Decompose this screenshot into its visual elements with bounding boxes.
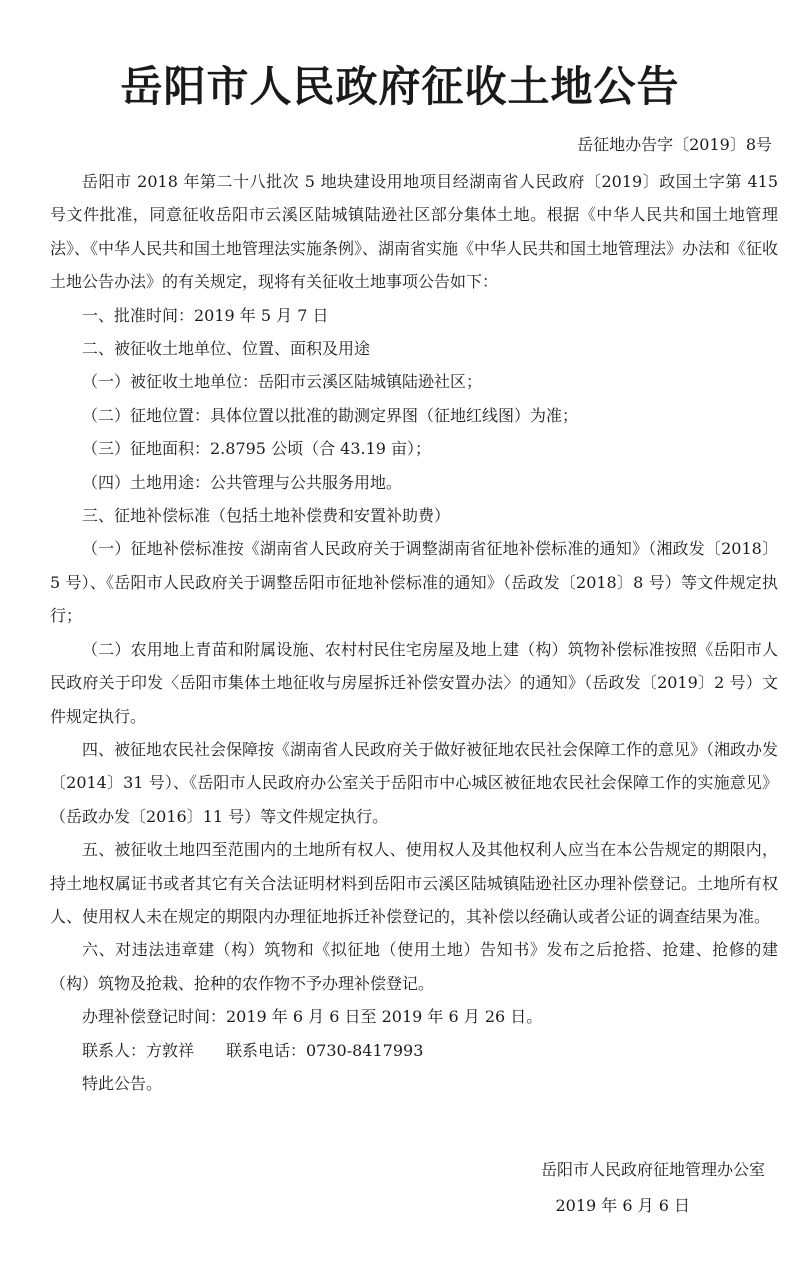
compensation-standard-item-2: （二）农用地上青苗和附属设施、农村村民住宅房屋及地上建（构）筑物补偿标准按照《岳阳市人民政府关于印发〈岳阳市集体土地征收与房屋拆迁补偿安置办法〉的通知》（岳政发〔2019〕2 号）文件规定执行。 — [50, 639, 778, 726]
land-unit-item: （一）被征收土地单位：岳阳市云溪区陆城镇陆逊社区； — [82, 372, 483, 392]
signature-date: 2019 年 6 月 6 日 — [555, 1196, 690, 1215]
closing-line: 特此公告。 — [82, 1073, 163, 1093]
section-registration: 五、被征收土地四至范围内的土地所有权人、使用权人及其他权利人应当在本公告规定的期限内，持土地权属证书或者其它有关合法证明材料到岳阳市云溪区陆城镇陆逊社区办理补偿登记。土地所有权人、使用权人未在规定的期限内办理征地拆迁补偿登记的，其补偿以经确认或者公证的调查结果为准。 — [50, 840, 778, 926]
document-number: 岳征地办告字〔2019〕8号 — [577, 135, 772, 154]
registration-time: 办理补偿登记时间：2019 年 6 月 6 日至 2019 年 6 月 26 日。 — [82, 1007, 543, 1027]
land-use-item: （四）土地用途：公共管理与公共服务用地。 — [82, 472, 403, 492]
intro-paragraph: 岳阳市 2018 年第二十八批次 5 地块建设用地项目经湖南省人民政府〔2019〕政国土字第 415 号文件批准，同意征收岳阳市云溪区陆城镇陆逊社区部分集体土地。根据《中华人民共和国土地管理法》、《中华人民共和国土地管理法实施条例》、湖南省实施《中华人民共和国土地管理法》办法和《征收土地公告办法》的有关规定，现将有关征收土地事项公告如下： — [50, 172, 779, 292]
section-illegal-construction: 六、对违法违章建（构）筑物和《拟征地（使用土地）告知书》发布之后抢搭、抢建、抢修的建（构）筑物及抢栽、抢种的农作物不予办理补偿登记。 — [50, 940, 778, 993]
section-compensation-heading: 三、征地补偿标准（包括土地补偿费和安置补助费） — [82, 506, 451, 526]
land-area-item: （三）征地面积：2.8795 公顷（合 43.19 亩）； — [82, 439, 432, 459]
section-approval-time: 一、批准时间：2019 年 5 月 7 日 — [82, 305, 329, 325]
section-land-info-heading: 二、被征收土地单位、位置、面积及用途 — [82, 339, 371, 359]
notice-body — [50, 165, 778, 1100]
notice-title: 岳阳市人民政府征收土地公告 — [120, 62, 680, 111]
contact-info: 联系人：方敦祥 联系电话：0730-8417993 — [82, 1040, 424, 1060]
signature-organization: 岳阳市人民政府征地管理办公室 — [540, 1160, 765, 1179]
section-social-security: 四、被征地农民社会保障按《湖南省人民政府关于做好被征地农民社会保障工作的意见》（湘政办发〔2014〕31 号）、《岳阳市人民政府办公室关于岳阳市中心城区被征地农民社会保障工作的实施意见》（岳政办发〔2016〕11 号）等文件规定执行。 — [50, 739, 779, 826]
land-location-item: （二）征地位置：具体位置以批准的勘测定界图（征地红线图）为准； — [82, 405, 579, 425]
compensation-standard-item-1: （一）征地补偿标准按《湖南省人民政府关于调整湖南省征地补偿标准的通知》（湘政发〔2018〕5 号）、《岳阳市人民政府关于调整岳阳市征地补偿标准的通知》（岳政发〔2018〕8 号）等文件规定执行； — [50, 539, 778, 626]
